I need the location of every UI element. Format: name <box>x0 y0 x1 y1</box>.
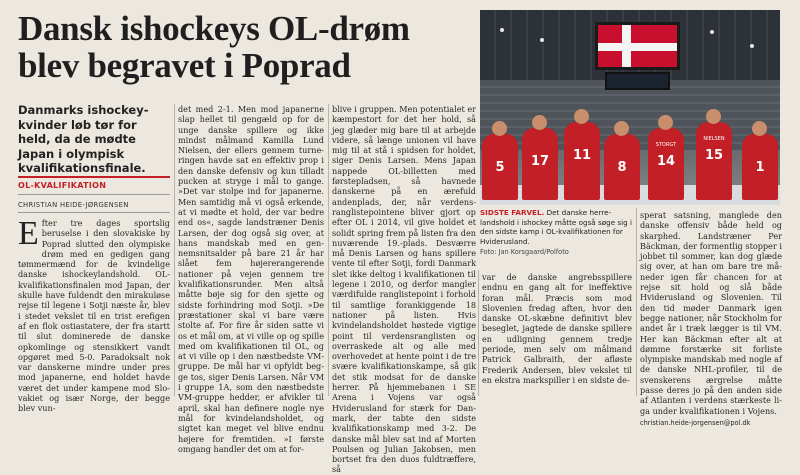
article-column-3 <box>332 104 476 475</box>
column-5-text: sperat satsning, manglede den danske offensiv både held og skarphed. Landstræner Per Bäckman, der formentlig stopper i jobbet til sommer, kan dog glæde sig over, at han om bare tre måneder igen får chancen for at rejse sit hold og slå både Hviderusland og Slovenien. Til den tid møder Danmark igen begge nationer, når Stockholm for andet år i træk lægger is til VM. Her kan Bäckman efter alt at dømme forstærke sit forliste olympiske mandskab med nogle af de danske NHL-profiler, til de svenskerens ærgrelse måtte passe deres jo på den anden side af Atlanten i verdens stærkeste liga under kvalifikationen i Vojens. <box>640 210 782 416</box>
author-email: christian.heide-jorgensen@pol.dk <box>640 418 751 427</box>
player-head <box>706 109 721 124</box>
column-divider <box>328 104 329 396</box>
column-divider <box>174 104 175 396</box>
byline: CHRISTIAN HEIDE-JØRGENSEN <box>18 201 129 209</box>
hockey-player <box>522 128 558 200</box>
arena-light <box>540 38 544 42</box>
arena-light <box>710 30 714 34</box>
hockey-player <box>564 122 600 200</box>
article-column-1 <box>18 215 170 414</box>
jersey-number: 5 <box>495 160 505 175</box>
column-2-text: det med 2-1. Men mod japanerne slap hellet til gengæld op for de unge danske spillere og ikke mindst målmand Kamilla Lund Nielsen, der ellers gennem turneringen havde sat en effektiv prop i den danske defensiv og kun tilladt pucken at strygе i mål to gange. »Det var stolpe ind for japanerne. Men samtidig må vi også erkende, at vi mødte et hold, der var bedre end os«, sagde landstræner Denis Larsen, der dog også sig over, at hans mandskab med en gennemsnitsalder på bare 21 år har slået fem højererangerende nationer på vejen gennem tre kvalifikationsrunder. Men altså måtte bøje sig for den sjette og sidste forhindring mod Sotji. »De præstationer skal vi bare være stolte af. For fire år siden satte vi os et mål om, at vi ville op og spille med om kvalifikationen til OL, og at vi ville op i den næstbedste VM-gruppe. De mål har vi opfyldt begge tos, siger Denis Larsen. Når VM i gruppe 1A, som den næstbedste VM-gruppe hedder, er afvikler til april, skal han definere nogle nye mål for kvindelandsholdet, og sigtet kan meget vel blive endnu højere for fremtiden. »I første omgang handler det om at for- <box>178 104 324 454</box>
column-1-text: fter tre dages sportslig beruselse i den slovakiske by Poprad slutted den olympiske drøm med en gedigen gang tømmermænd for de kvindelige danske ishockeylandshold. OL-kvalifikationsfinalen mod Japan, der skulle have fuldendt den mirakuløse rejse til legene i Sotji næste år, blev i stedet vekslet til en trist erefigen af en flok ostiastatere, der fra startt til slut dominerede de danske opkomlinge og stensikkert vandt opgøret med 5-0. Paradoksalt nok var danskerne mindre under pres mod japanerne, end holdet havde været det under kampene mod Slovakiet og især Norge, der begge blev vun- <box>18 218 170 414</box>
jersey-name: STORGT <box>655 142 677 148</box>
jersey-number: 17 <box>530 154 550 169</box>
drop-cap: E <box>18 215 39 252</box>
hockey-player <box>482 134 518 200</box>
player-head <box>658 115 673 130</box>
hockey-player <box>604 134 640 200</box>
jersey-number: 14 <box>656 154 676 169</box>
headline: Dansk ishockeys OL-drøm blev begravet i Poprad <box>18 9 410 85</box>
byline-rule-top <box>18 194 170 195</box>
article-column-5 <box>640 210 782 427</box>
arena-light <box>500 28 504 32</box>
jersey-name: NIELSEN <box>703 136 725 142</box>
player-head <box>752 121 767 136</box>
column-divider <box>478 270 479 396</box>
jumbotron-lower-screen <box>605 72 670 90</box>
byline-rule-bottom <box>18 212 170 213</box>
section-label: OL-KVALIFIKATION <box>18 181 107 190</box>
caption-text: Det danske herrelandshold i ishockey måtte også søge sig i den sidste kamp i OL-kvalifikationen for Hviderusland. <box>480 208 632 246</box>
player-head <box>532 115 547 130</box>
player-head <box>492 121 507 136</box>
column-4-text: var de danske angrebsspillere endnu en gang alt for ineffektive foran mål. Præcis som mod Slovenien fredag aften, hvor den danske OL-skæbne definitivt blev beseglet, jagtede de danske spillere en udligning gennem tredje periode, men selv om målmand Patrick Galbraith, der afløste Frederik Andersen, blev vekslet til en ekstra markspiller i en sidste de- <box>482 272 632 385</box>
caption-kicker: SIDSTE FARVEL. <box>480 208 545 217</box>
column-divider <box>636 208 637 396</box>
hockey-player <box>696 122 732 200</box>
jumbotron-danish-flag <box>595 22 680 70</box>
hockey-team-photo <box>480 10 780 205</box>
jersey-number: 15 <box>704 148 724 163</box>
jersey-number: 1 <box>755 160 765 175</box>
jersey-number: 11 <box>572 148 592 163</box>
jersey-number: 8 <box>617 160 627 175</box>
photo-caption <box>480 208 632 258</box>
article-column-2 <box>178 104 324 454</box>
hockey-player <box>648 128 684 200</box>
section-rule <box>18 176 170 178</box>
column-3-text: blive i gruppen. Men potentialet er kæmpestort for det her hold, så jeg glæder mig bare til at arbejde videre, så længe unionen vil have mig til at stå i spidsen for holdet, siger Denis Larsen. Mens Japan nappede OL-billetten med førstepladsen, så havnede danskerne på en ærefuld andenplads, der, når verdensranglistepointene bliver gjort op efter OL i 2014, vil give holdet et solidt spring frem på listen fra den nuværende 19.-plads. Desværre må Denis Larsen og hans spillere vente til efter Sotji, fordi Danmark slet ikke deltog i kvalifikationen til legene i 2010, og derfor mangler værdifulde ranglistepoint i forhold til samtlige forankiggende 18 nationer på listen. Hvis kvindelandsholdet høstede vigtige point til verdensranglisten og overraskede alt og alle med overhovedet at hente point i de tre svære kvalifikationskampe, så gik det stik modsat for de danske herrer. På hjemmebanen i SE Arena i Vojens var også Hviderusland for stærk for Danmark, der tabte den sidste kvalifikationskamp med 3-2. De danske mål blev sat ind af Morten Poulsen og Julian Jakobsen, men bortset fra den duos fuldtræffere, så <box>332 104 476 475</box>
article-deck: Danmarks ishockeykvinder løb tør for held, da de mødte Japan i olympisk kvalifikationsfinale. <box>18 103 149 175</box>
player-head <box>574 109 589 124</box>
hockey-player <box>742 134 778 200</box>
photo-credit: Foto: Jan Korsgaard/Polfoto <box>480 248 569 256</box>
article-column-4 <box>482 272 632 398</box>
player-head <box>614 121 629 136</box>
arena-light <box>750 44 754 48</box>
